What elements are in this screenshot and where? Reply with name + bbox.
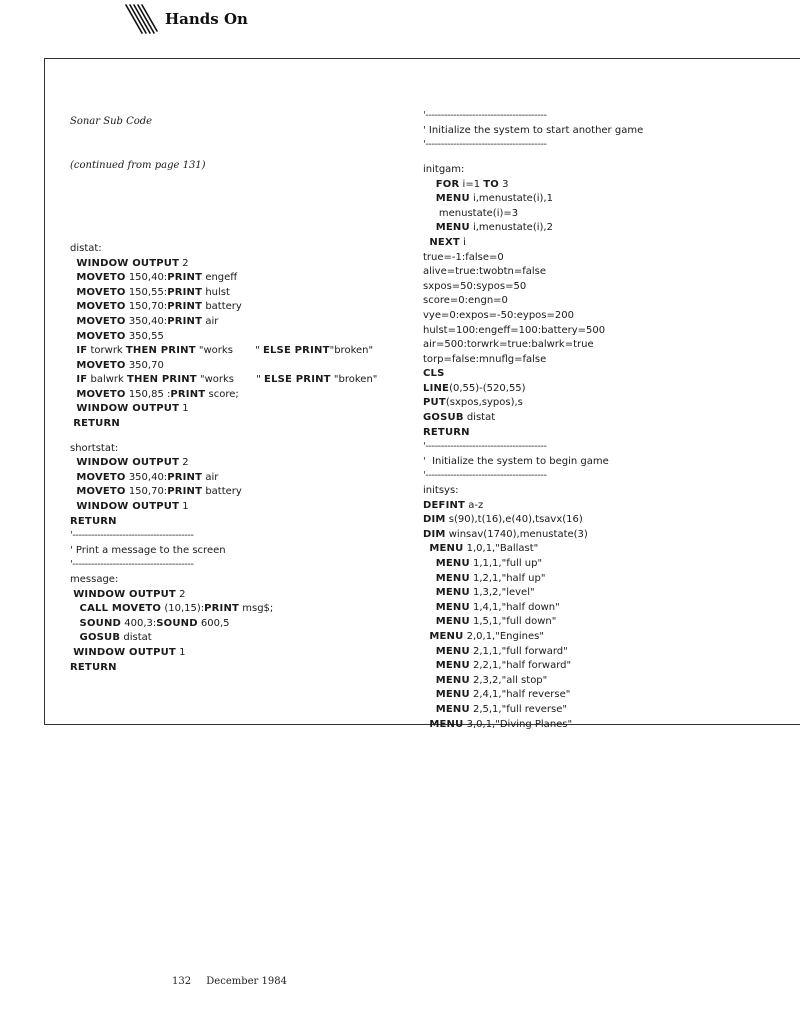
code-line — [423, 138, 800, 153]
code-text: 1 — [175, 646, 186, 658]
code-text: 2,2,1,"half forward" — [469, 660, 572, 672]
code-keyword: MENU — [435, 222, 470, 234]
code-line — [423, 109, 800, 124]
code-text: a-z — [465, 499, 484, 511]
code-text: alive=true:twobtn=false — [423, 266, 547, 278]
code-text: (10,15): — [161, 603, 205, 615]
code-line — [423, 396, 800, 411]
code-line — [423, 455, 800, 470]
comment-separator: '--------------------------------------- — [70, 530, 194, 542]
code-text: 3,0,1,"Diving Planes" — [463, 718, 573, 730]
code-text: 150,40: — [125, 272, 168, 284]
code-text: winsav(1740),menustate(3) — [445, 528, 588, 540]
code-line — [70, 388, 400, 403]
code-line — [70, 515, 400, 530]
code-keyword: MENU — [429, 543, 464, 555]
code-line — [423, 124, 800, 139]
code-text: 2,0,1,"Engines" — [463, 630, 544, 642]
code-keyword: CALL MOVETO — [79, 603, 162, 615]
code-keyword: MOVETO — [76, 359, 126, 371]
code-line — [423, 192, 800, 207]
code-text: distat — [463, 412, 496, 424]
code-keyword: MENU — [435, 674, 470, 686]
code-line — [423, 178, 800, 193]
code-line — [70, 359, 400, 374]
code-text: battery — [202, 486, 242, 498]
code-keyword: MENU — [435, 601, 470, 613]
code-text: 2,5,1,"full reverse" — [469, 703, 567, 715]
code-keyword: WINDOW OUTPUT — [76, 457, 180, 469]
code-line — [423, 207, 800, 222]
code-keyword: MENU — [435, 689, 470, 701]
code-text: 1,4,1,"half down" — [469, 601, 560, 613]
code-line — [423, 251, 800, 266]
code-text: true=-1:false=0 — [423, 251, 504, 263]
code-line — [423, 411, 800, 426]
code-text: 1,2,1,"half up" — [469, 572, 546, 584]
code-text — [70, 603, 80, 614]
code-line — [423, 353, 800, 368]
code-keyword: MOVETO — [76, 486, 126, 498]
code-keyword: MENU — [429, 630, 464, 642]
code-text: i,menustate(i),1 — [469, 193, 553, 205]
code-text: "broken" — [329, 345, 374, 357]
code-line — [423, 426, 800, 441]
code-text: 150,70: — [125, 486, 168, 498]
code-line — [70, 544, 400, 559]
code-line — [423, 382, 800, 397]
code-line — [70, 373, 400, 388]
code-keyword: MENU — [435, 587, 470, 599]
code-text: torp=false:mnuflg=false — [423, 353, 547, 365]
code-text: sxpos=50:sypos=50 — [423, 280, 527, 292]
comment-separator: '--------------------------------------- — [423, 441, 547, 453]
code-line — [70, 271, 400, 286]
section-title: Hands On — [165, 10, 248, 28]
code-line — [423, 615, 800, 630]
code-keyword: IF — [76, 374, 88, 386]
code-keyword: MOVETO — [76, 388, 126, 400]
code-text: 2 — [179, 257, 189, 269]
code-keyword: MENU — [435, 703, 470, 715]
code-text: 2 — [179, 457, 189, 469]
code-keyword: ELSE PRINT — [262, 345, 330, 357]
code-line — [423, 499, 800, 514]
code-text: hulst — [202, 286, 230, 298]
comment-separator: '--------------------------------------- — [423, 139, 547, 151]
code-text: initsys: — [423, 485, 459, 497]
code-text: air=500:torwrk=true:balwrk=true — [423, 339, 594, 351]
code-text: "works " — [195, 345, 263, 357]
code-text — [423, 675, 436, 686]
code-keyword: MOVETO — [76, 272, 126, 284]
code-line — [70, 402, 400, 417]
code-keyword: DIM — [423, 528, 446, 540]
code-text: distat — [120, 632, 152, 644]
code-text — [423, 193, 436, 204]
code-line — [70, 631, 400, 646]
code-text: torwrk — [87, 345, 126, 357]
code-line — [70, 558, 400, 573]
code-keyword: SOUND — [79, 617, 122, 629]
code-keyword: WINDOW OUTPUT — [76, 403, 180, 415]
code-listing-frame — [44, 58, 800, 730]
code-text: i=1 — [459, 178, 484, 190]
code-keyword: TO — [483, 178, 499, 190]
code-line — [70, 485, 400, 500]
code-line — [423, 718, 800, 733]
code-line — [423, 163, 800, 178]
issue-date: December 1984 — [206, 976, 287, 987]
code-keyword: PRINT — [167, 272, 203, 284]
listing-caption-continued: (continued from page 131) — [70, 159, 206, 171]
code-keyword: PRINT — [167, 301, 203, 313]
code-text: 1 — [179, 403, 189, 415]
code-line — [70, 315, 400, 330]
code-line — [70, 300, 400, 315]
code-line — [70, 602, 400, 617]
code-text: 1,5,1,"full down" — [469, 616, 557, 628]
code-line — [70, 456, 400, 471]
code-line — [70, 442, 400, 457]
code-block-right — [423, 109, 800, 732]
listing-caption-title: Sonar Sub Code — [70, 116, 153, 128]
code-line — [70, 529, 400, 544]
code-line — [423, 309, 800, 324]
code-text: msg$; — [239, 603, 274, 615]
code-keyword: MOVETO — [76, 301, 126, 313]
code-text: 150,70: — [125, 301, 168, 313]
code-text: vye=0:expos=-50:eypos=200 — [423, 309, 574, 321]
code-text — [70, 618, 80, 629]
code-text: message: — [70, 574, 119, 585]
code-line — [70, 330, 400, 345]
code-line — [423, 688, 800, 703]
code-keyword: MENU — [435, 193, 470, 205]
code-text: balwrk — [87, 374, 128, 386]
code-text: 2,4,1,"half reverse" — [469, 689, 571, 701]
code-keyword: PRINT — [204, 603, 240, 615]
code-text: air — [202, 315, 219, 327]
code-column-left — [70, 86, 400, 704]
code-text — [423, 222, 436, 233]
code-line — [423, 572, 800, 587]
code-text: ' Initialize the system to start another game — [423, 124, 644, 136]
code-line — [423, 221, 800, 236]
code-text: 150,85 : — [125, 388, 171, 400]
code-text: initgam: — [423, 163, 465, 175]
comment-separator: '--------------------------------------- — [423, 470, 547, 482]
code-text — [423, 704, 436, 715]
code-line — [423, 484, 800, 499]
comment-separator: '--------------------------------------- — [423, 110, 547, 122]
code-keyword: RETURN — [73, 418, 120, 430]
code-text — [423, 689, 436, 700]
code-line — [423, 601, 800, 616]
code-text: i — [459, 236, 466, 248]
code-text: engeff — [202, 272, 238, 284]
code-text: i,menustate(i),2 — [469, 222, 553, 234]
code-line — [70, 242, 400, 257]
code-line — [70, 588, 400, 603]
code-line — [70, 500, 400, 515]
code-keyword: WINDOW OUTPUT — [76, 501, 180, 513]
code-text: score; — [205, 388, 239, 400]
code-line — [423, 236, 800, 251]
blank-line — [70, 432, 400, 442]
code-keyword: MENU — [435, 558, 470, 569]
code-line — [423, 645, 800, 660]
code-keyword: MOVETO — [76, 471, 126, 483]
code-line — [423, 674, 800, 689]
blank-line — [423, 153, 800, 163]
code-text: 1,1,1,"full up" — [469, 558, 543, 569]
code-line — [423, 265, 800, 280]
code-keyword: MOVETO — [76, 330, 126, 342]
code-line — [423, 367, 800, 382]
code-text: 3 — [498, 178, 509, 190]
code-line — [70, 417, 400, 432]
code-text: 150,55: — [125, 286, 168, 298]
code-line — [423, 528, 800, 543]
code-text — [70, 632, 80, 643]
code-keyword: MENU — [435, 660, 470, 672]
code-text: ' Print a message to the screen — [70, 544, 226, 556]
code-keyword: IF — [76, 345, 88, 357]
code-keyword: MOVETO — [76, 286, 126, 298]
code-text — [423, 602, 436, 613]
code-keyword: MENU — [435, 616, 470, 628]
code-line — [70, 344, 400, 359]
code-text: 2 — [175, 588, 186, 600]
code-text: 2,3,2,"all stop" — [469, 674, 548, 686]
code-text: "works " — [196, 374, 265, 386]
code-text — [423, 179, 436, 190]
code-text — [423, 616, 436, 627]
code-line — [423, 324, 800, 339]
code-line — [423, 542, 800, 557]
code-keyword: NEXT — [429, 236, 460, 248]
code-keyword: PRINT — [170, 388, 206, 400]
code-keyword: PUT — [423, 397, 446, 409]
code-text: shortstat: — [70, 442, 119, 454]
code-keyword: RETURN — [70, 661, 117, 673]
code-keyword: PRINT — [167, 486, 203, 498]
code-line — [70, 661, 400, 676]
code-line — [423, 557, 800, 572]
code-text — [423, 660, 436, 671]
code-column-right — [423, 80, 800, 761]
code-keyword: MENU — [435, 572, 470, 584]
code-keyword: MENU — [429, 718, 464, 730]
code-keyword: DIM — [423, 514, 446, 526]
code-text: (sxpos,sypos),s — [445, 397, 523, 409]
code-line — [70, 286, 400, 301]
code-text: 1,0,1,"Ballast" — [463, 543, 539, 555]
code-text — [423, 587, 436, 598]
code-keyword: MENU — [435, 645, 470, 657]
code-line — [423, 703, 800, 718]
code-text: 600,5 — [197, 617, 230, 629]
code-line — [70, 617, 400, 632]
code-keyword: RETURN — [423, 426, 470, 438]
code-keyword: DEFINT — [423, 499, 466, 511]
code-text: battery — [202, 301, 242, 313]
code-line — [423, 630, 800, 645]
code-keyword: CLS — [423, 368, 445, 380]
code-line — [423, 440, 800, 455]
code-text: 350,40: — [125, 315, 168, 327]
code-line — [423, 338, 800, 353]
code-text: air — [202, 471, 219, 483]
code-keyword: FOR — [435, 178, 460, 190]
code-keyword: THEN PRINT — [127, 374, 197, 386]
code-text: menustate(i)=3 — [423, 207, 519, 219]
code-line — [423, 280, 800, 295]
code-text: 350,55 — [125, 330, 164, 342]
code-keyword: RETURN — [70, 515, 117, 527]
code-keyword: WINDOW OUTPUT — [73, 646, 176, 658]
code-keyword: SOUND — [156, 617, 198, 629]
code-text: 2,1,1,"full forward" — [469, 645, 568, 657]
page-footer — [172, 976, 287, 987]
code-keyword: WINDOW OUTPUT — [73, 588, 176, 600]
code-block-left — [70, 242, 400, 675]
code-line — [70, 646, 400, 661]
code-text: hulst=100:engeff=100:battery=500 — [423, 324, 606, 336]
code-text — [423, 573, 436, 584]
code-keyword: LINE — [423, 382, 450, 394]
code-keyword: GOSUB — [79, 632, 121, 644]
code-text: 1 — [179, 501, 189, 513]
code-text: (0,55)-(520,55) — [449, 382, 526, 394]
code-keyword: WINDOW OUTPUT — [76, 257, 180, 269]
code-line — [423, 513, 800, 528]
code-line — [423, 659, 800, 674]
code-line — [70, 573, 400, 588]
code-text: 350,40: — [125, 471, 168, 483]
code-text: score=0:engn=0 — [423, 295, 508, 307]
code-text — [423, 558, 436, 569]
code-text: ' Initialize the system to begin game — [423, 455, 609, 467]
code-line — [423, 469, 800, 484]
code-text: 400,3: — [121, 617, 157, 629]
comment-separator: '--------------------------------------- — [70, 559, 194, 571]
code-line — [70, 257, 400, 272]
code-keyword: ELSE PRINT — [264, 374, 331, 386]
code-line — [423, 294, 800, 309]
code-text: "broken" — [330, 374, 378, 386]
code-line — [70, 471, 400, 486]
code-line — [423, 586, 800, 601]
code-keyword: PRINT — [167, 315, 203, 327]
code-text — [423, 646, 436, 657]
page-number: 132 — [172, 976, 192, 987]
code-text: 1,3,2,"level" — [469, 587, 535, 599]
code-keyword: PRINT — [167, 471, 203, 483]
code-keyword: THEN PRINT — [125, 345, 196, 357]
code-keyword: MOVETO — [76, 315, 126, 327]
code-keyword: PRINT — [167, 286, 203, 298]
code-text: distat: — [70, 242, 102, 254]
code-keyword: GOSUB — [423, 412, 464, 424]
code-text: s(90),t(16),e(40),tsavx(16) — [445, 514, 583, 526]
hands-on-logo-icon — [122, 2, 158, 38]
code-text: 350,70 — [125, 359, 164, 371]
